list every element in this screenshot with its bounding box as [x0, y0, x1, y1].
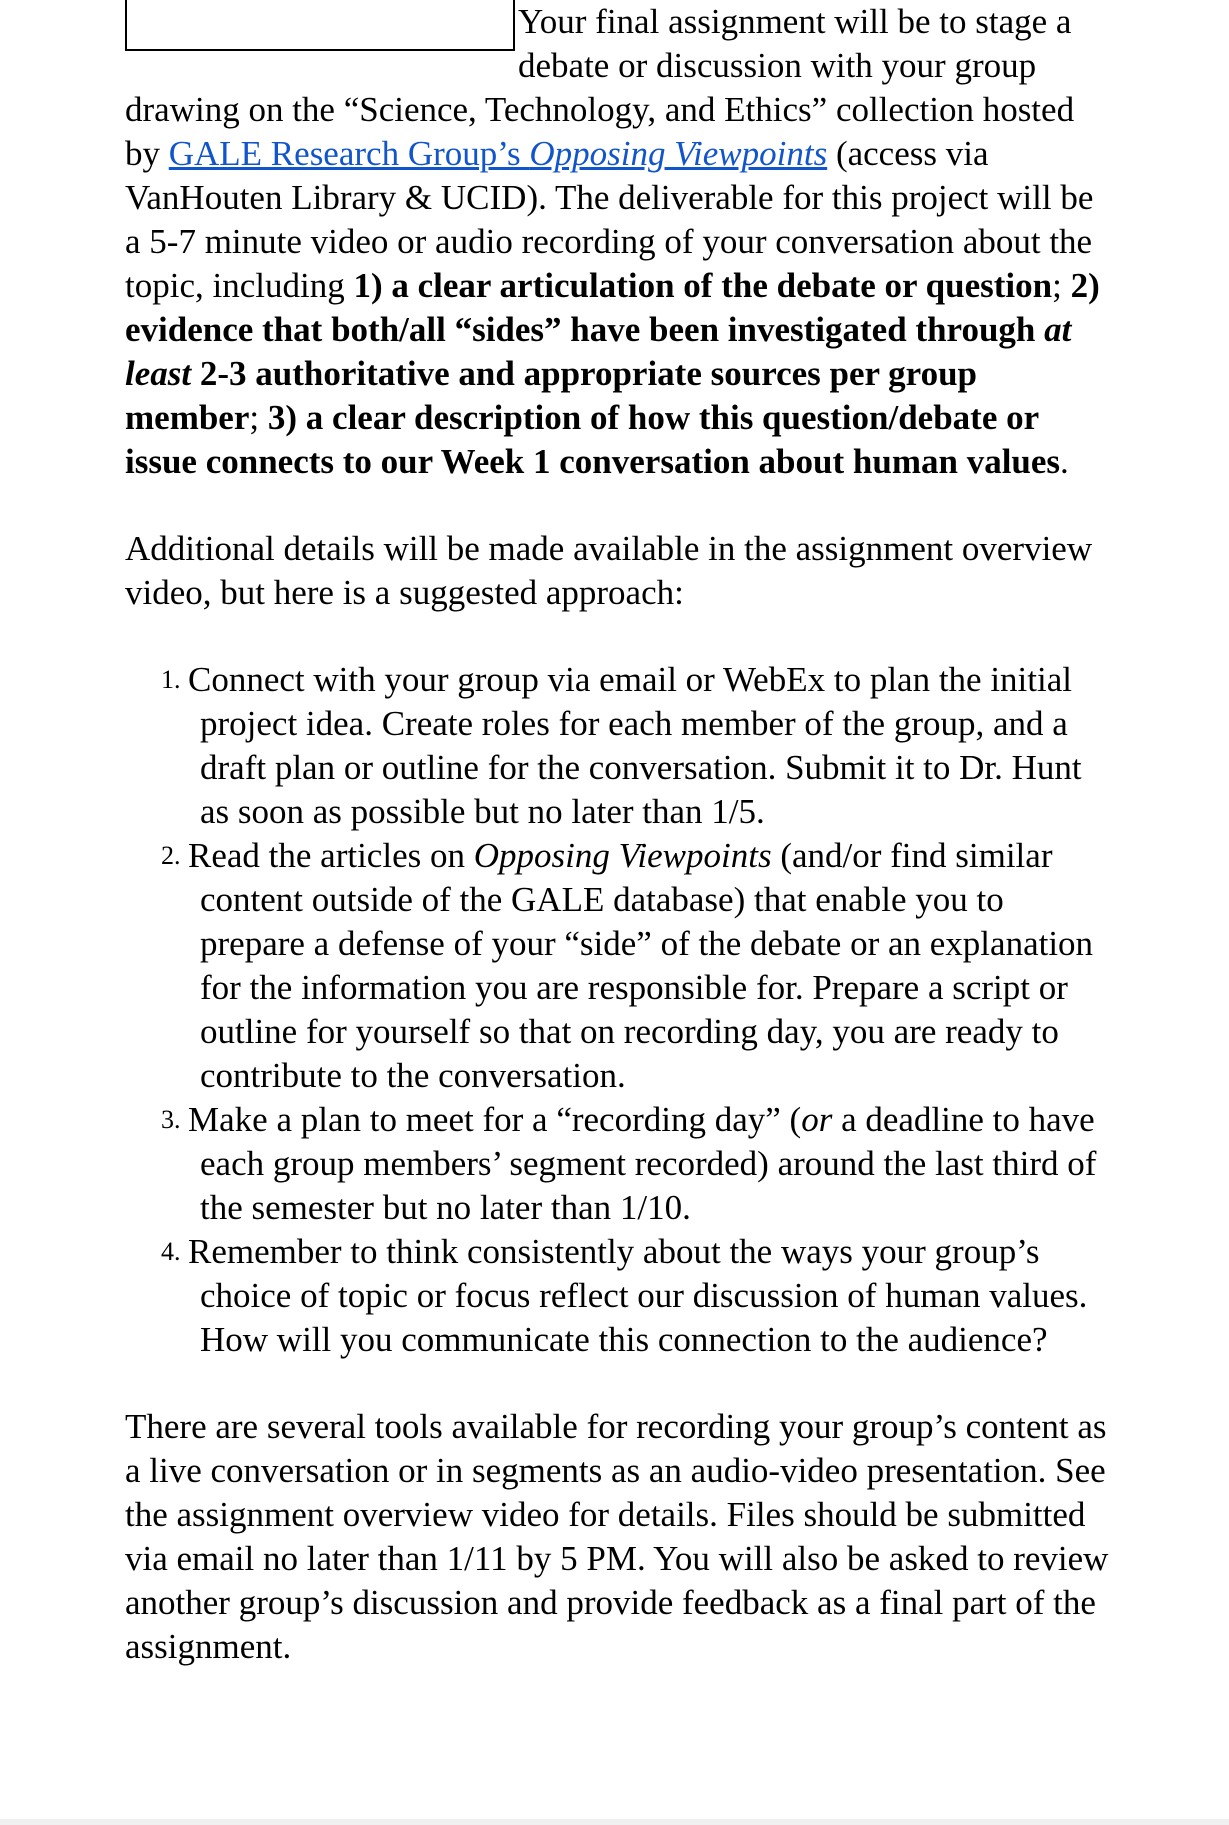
list-item — [125, 658, 1110, 834]
list-item-text-pre: Read the articles on — [188, 836, 474, 875]
separator-1: ; — [1052, 266, 1071, 305]
list-item — [125, 834, 1110, 1098]
link-text-italic: Opposing Viewpoints — [529, 134, 828, 173]
separator-2: ; — [249, 398, 268, 437]
intro-text-after-link: (access via VanHouten Library & UCID). The deliverable for this project will be a 5-7 minute video or audio recording of your conversation about the topic, including — [125, 134, 1094, 305]
document-page — [125, 0, 1110, 1669]
list-number: 3. — [161, 1105, 181, 1134]
list-item — [125, 1098, 1110, 1230]
requirement-2-start: 2) evidence that both/all “sides” have been investigated through — [125, 266, 1100, 349]
requirement-2-italic: at least — [125, 310, 1072, 393]
requirement-2-end: 2-3 authoritative and appropriate sources per group member — [125, 354, 978, 437]
approach-intro-paragraph: Additional details will be made available in the assignment overview video, but here is a suggested approach: — [125, 529, 1093, 612]
image-placeholder-box — [125, 0, 515, 51]
link-text-part1: GALE Research Group’s — [168, 134, 530, 173]
intro-paragraph — [125, 0, 1110, 484]
suggested-steps-list — [125, 658, 1110, 1362]
requirement-3: 3) a clear description of how this question/debate or issue connects to our Week 1 conversation about human values — [125, 398, 1061, 481]
recording-tools-paragraph: There are several tools available for recording your group’s content as a live conversation or in segments as an audio-video presentation. See the assignment overview video for details. Files should be submitted via email no later than 1/11 by 5 PM. You will also be asked to review another group’s discussion and provide feedback as a final part of the assignment. — [125, 1407, 1109, 1666]
list-item-text-italic: Opposing Viewpoints — [473, 836, 772, 875]
page-bottom-edge — [0, 1819, 1229, 1825]
list-number: 2. — [161, 841, 181, 870]
gale-opposing-viewpoints-link[interactable] — [169, 134, 827, 173]
list-item — [125, 1230, 1110, 1362]
list-item-text — [188, 1100, 1096, 1227]
intro-text-start: Your final assignment will be to stage a debate or discussion with your group drawing on the “Science, Technology, and Ethics” collection hosted by — [125, 2, 1075, 173]
list-item-text — [188, 836, 1093, 1095]
list-number: 4. — [161, 1237, 181, 1266]
list-item-text: Remember to think consistently about the ways your group’s choice of topic or focus reflect our discussion of human values. How will you communicate this connection to the audience? — [188, 1232, 1088, 1359]
list-item-text-post: a deadline to have each group members’ segment recorded) around the last third of the semester but no later than 1/10. — [200, 1100, 1097, 1227]
list-item-text: Connect with your group via email or WebEx to plan the initial project idea. Create roles for each member of the group, and a draft plan or outline for the conversation. Submit it to Dr. Hunt as soon as possible but no later than 1/5. — [188, 660, 1082, 831]
list-item-text-italic: or — [801, 1100, 833, 1139]
requirement-1: 1) a clear articulation of the debate or question — [353, 266, 1053, 305]
list-number: 1. — [161, 665, 181, 694]
list-item-text-pre: Make a plan to meet for a “recording day” ( — [188, 1100, 802, 1139]
list-item-text-post: (and/or find similar content outside of the GALE database) that enable you to prepare a defense of your “side” of the debate or an explanation for the information you are responsible for. Prepare a script or outline for yourself so that on recording day, you are ready to contribute to the conversation. — [200, 836, 1094, 1095]
intro-end-period: . — [1060, 442, 1069, 481]
